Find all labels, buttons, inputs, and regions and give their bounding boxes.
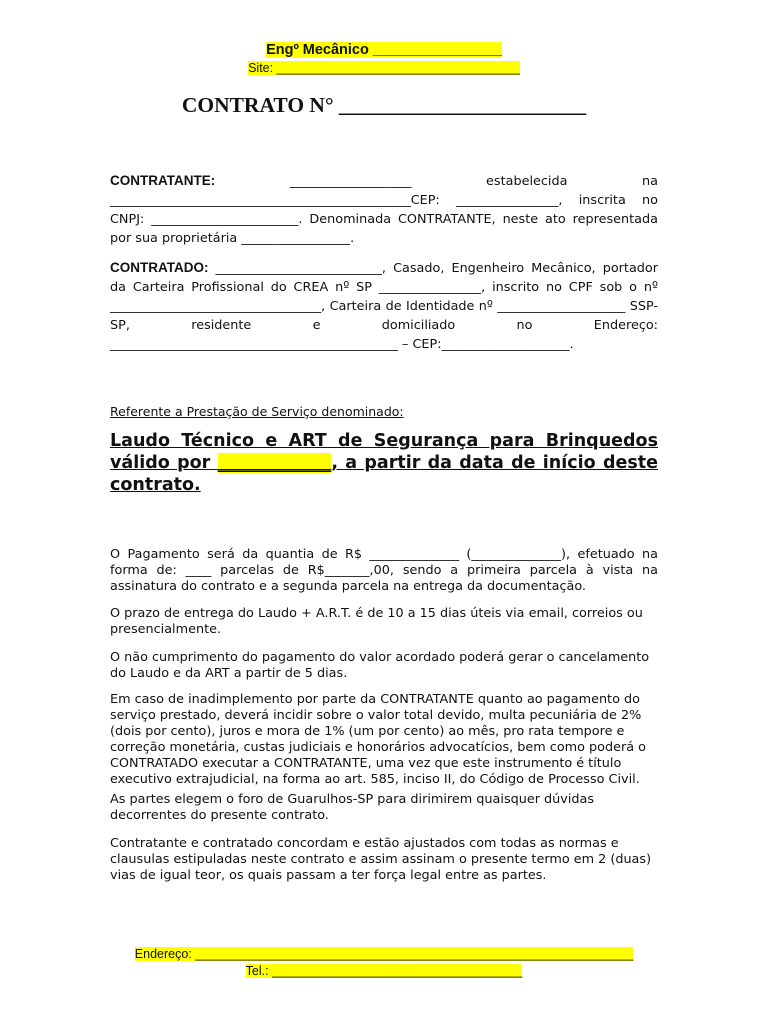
phone-text: Tel.: ____________________________________ bbox=[245, 964, 523, 978]
delivery-paragraph: O prazo de entrega do Laudo + A.R.T. é de 10 a 15 dias úteis via email, correios ou presencialmente. bbox=[110, 606, 643, 637]
profession-text: Engº Mecânico ________________ bbox=[266, 42, 502, 58]
contract-title: CONTRATO N° _______________________ bbox=[181, 93, 587, 117]
laudo-part1: Laudo Técnico e ART de Segurança para Brinquedos válido por bbox=[110, 431, 658, 473]
site-text: Site: ___________________________________ bbox=[248, 61, 520, 75]
footer-phone bbox=[0, 964, 768, 978]
payment-paragraph: O Pagamento será da quantia de R$ ______________ (______________), efetuado na forma de: ____ parcelas de R$_______,00, sendo a primeira parcela à vista na assinatura do contrato e a segunda parcela na entrega da documentação. bbox=[110, 547, 658, 594]
header-site bbox=[0, 61, 768, 75]
footer-address bbox=[0, 947, 768, 961]
laudo-blank: _____________ bbox=[217, 453, 332, 473]
forum-paragraph: As partes elegem o foro de Guarulhos-SP para dirimirem quaisquer dúvidas decorrentes do presente contrato. bbox=[110, 792, 595, 823]
contratado-text: __________________________, Casado, Engenheiro Mecânico, portador da Carteira Profissional do CREA nº SP ________________, inscrito no CPF sob o nº _________________________________, Carteira de Identidade nº ____________________ SSP-SP, residente e domiciliado no Endereço: _____________________________________________ – CEP:____________________. bbox=[110, 261, 658, 352]
contratante-label: CONTRATANTE: bbox=[110, 173, 216, 188]
referente-line: Referente a Prestação de Serviço denominado: bbox=[110, 404, 404, 419]
default-paragraph: Em caso de inadimplemento por parte da CONTRATANTE quanto ao pagamento do serviço prestado, deverá incidir sobre o valor total devido, multa pecuniária de 2% (dois por cento), juros e mora de 1% (um por cento) ao mês, pro rata tempore e correção monetária, custas judiciais e honorários advocatícios, bem como poderá o CONTRATADO executar a CONTRATANTE, uma vez que este instrumento é título executivo extrajudicial, na forma ao art. 585, inciso II, do Código de Processo Civil. bbox=[110, 692, 646, 787]
contratante-paragraph bbox=[110, 171, 658, 248]
cancel-paragraph: O não cumprimento do pagamento do valor acordado poderá gerar o cancelamento do Laudo e da ART a partir de 5 dias. bbox=[110, 650, 650, 681]
laudo-part2: , a partir da data de início deste contrato. bbox=[110, 453, 658, 495]
contratado-label: CONTRATADO: bbox=[110, 260, 209, 275]
contratante-text: ___________________ estabelecida na _______________________________________________CEP: ________________, inscrita no CNPJ: _______________________. Denominada CONTRATANTE, neste ato representada por sua proprietária _________________. bbox=[110, 174, 658, 246]
agreement-paragraph: Contratante e contratado concordam e estão ajustados com todas as normas e clausulas estipuladas neste contrato e assim assinam o presente termo em 2 (duas) vias de igual teor, os quais passam a ter força legal entre as partes. bbox=[110, 836, 652, 883]
contratado-paragraph bbox=[110, 258, 658, 354]
address-text: Endereço: _______________________________________________________________ bbox=[134, 947, 634, 961]
laudo-heading bbox=[110, 430, 658, 496]
header-profession bbox=[0, 42, 768, 58]
